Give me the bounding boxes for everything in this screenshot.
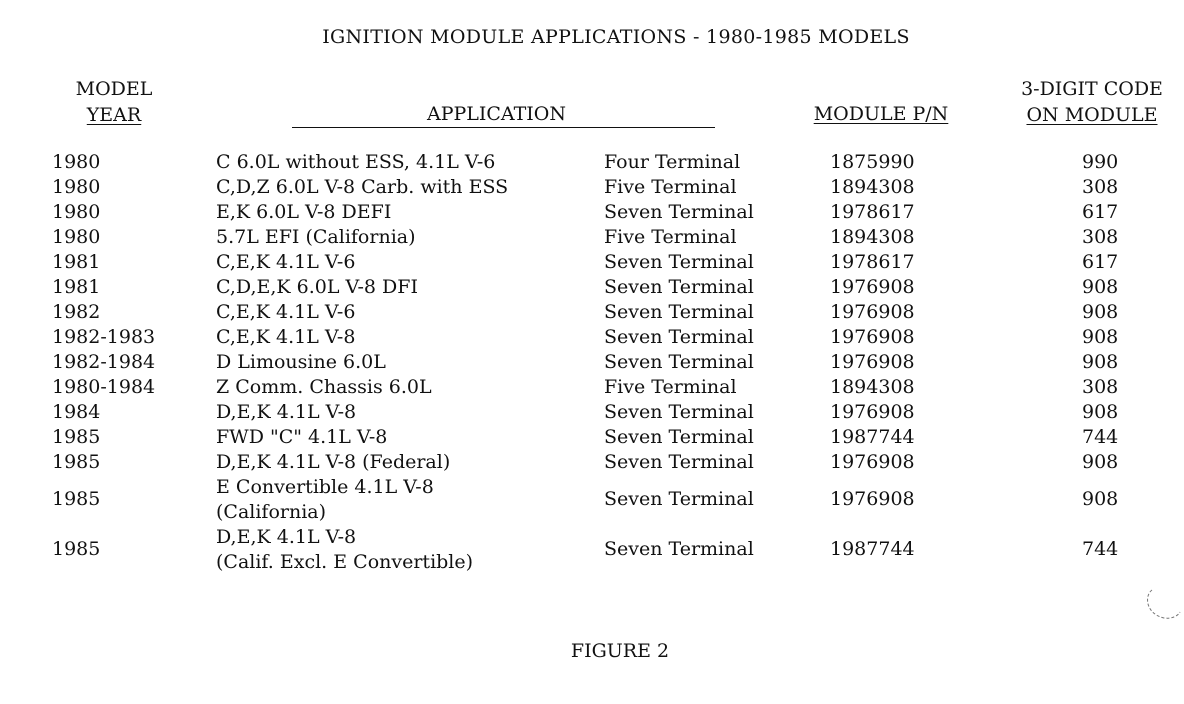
code-cell: 990 [1082,151,1119,173]
module-pn-cell: 1987744 [830,538,915,560]
table-row [0,475,1184,525]
terminal-type-cell: Five Terminal [604,226,737,248]
application-line: D,E,K 4.1L V-8 [216,526,357,548]
table-row [0,450,1184,475]
table-row [0,375,1184,400]
header-model-label: MODEL [75,78,153,100]
table-row [0,200,1184,225]
module-pn-cell: 1987744 [830,426,915,448]
module-pn-cell: 1976908 [830,326,915,348]
module-pn-cell: 1976908 [830,451,915,473]
header-3digit-code [1003,76,1181,128]
model-year-cell: 1985 [52,451,101,473]
module-pn-cell: 1894308 [830,376,915,398]
model-year-cell: 1981 [52,276,101,298]
model-year-cell: 1980 [52,176,101,198]
table-row [0,350,1184,375]
terminal-type-cell: Seven Terminal [604,301,754,323]
module-pn-cell: 1976908 [830,401,915,423]
code-cell: 908 [1082,351,1119,373]
terminal-type-cell: Seven Terminal [604,326,754,348]
model-year-cell: 1982-1984 [52,351,156,373]
application-line: C,D,E,K 6.0L V-8 DFI [216,276,418,298]
figure-caption: FIGURE 2 [570,640,670,662]
module-pn-cell: 1894308 [830,226,915,248]
code-cell: 744 [1082,426,1119,448]
application-line: C,E,K 4.1L V-6 [216,301,356,323]
model-year-cell: 1982-1983 [52,326,156,348]
model-year-cell: 1980 [52,151,101,173]
application-cell [216,225,416,250]
code-cell: 908 [1082,326,1119,348]
code-cell: 744 [1082,538,1119,560]
module-pn-cell: 1976908 [830,301,915,323]
table-row [0,225,1184,250]
table-row [0,400,1184,425]
terminal-type-cell: Seven Terminal [604,251,754,273]
application-cell [216,275,418,300]
application-line: C 6.0L without ESS, 4.1L V-6 [216,151,496,173]
application-line: E,K 6.0L V-8 DEFI [216,201,392,223]
applications-table [0,150,1184,575]
application-cell [216,525,473,575]
code-cell: 908 [1082,301,1119,323]
code-cell: 617 [1082,201,1119,223]
terminal-type-cell: Seven Terminal [604,351,754,373]
application-line: D Limousine 6.0L [216,351,386,373]
table-row [0,250,1184,275]
code-cell: 308 [1082,226,1119,248]
application-cell [216,350,386,375]
application-line: C,E,K 4.1L V-6 [216,251,356,273]
application-line: Z Comm. Chassis 6.0L [216,376,432,398]
model-year-cell: 1985 [52,488,101,510]
code-cell: 908 [1082,488,1119,510]
header-model-year [60,76,168,128]
model-year-cell: 1982 [52,301,101,323]
table-row [0,300,1184,325]
application-line: 5.7L EFI (California) [216,226,416,248]
code-cell: 308 [1082,376,1119,398]
scan-artifact-mark [1142,586,1182,626]
application-cell [216,325,355,350]
module-pn-cell: 1978617 [830,251,915,273]
model-year-cell: 1981 [52,251,101,273]
module-pn-cell: 1976908 [830,351,915,373]
table-row [0,175,1184,200]
code-cell: 908 [1082,276,1119,298]
terminal-type-cell: Seven Terminal [604,276,754,298]
header-application: APPLICATION [426,103,566,125]
application-cell [216,400,356,425]
header-module-pn: MODULE P/N [813,103,949,125]
table-row [0,275,1184,300]
module-pn-cell: 1875990 [830,151,915,173]
model-year-cell: 1984 [52,401,101,423]
application-cell [216,250,355,275]
code-cell: 908 [1082,401,1119,423]
application-line: FWD "C" 4.1L V-8 [216,426,388,448]
application-line: D,E,K 4.1L V-8 (Federal) [216,451,451,473]
application-cell [216,300,355,325]
model-year-cell: 1980-1984 [52,376,156,398]
application-line-2: (California) [216,501,327,523]
table-row [0,150,1184,175]
model-year-cell: 1980 [52,201,101,223]
module-pn-cell: 1976908 [830,276,915,298]
application-line: D,E,K 4.1L V-8 [216,401,357,423]
module-pn-cell: 1894308 [830,176,915,198]
table-row [0,325,1184,350]
model-year-cell: 1985 [52,426,101,448]
terminal-type-cell: Seven Terminal [604,426,754,448]
module-pn-cell: 1976908 [830,488,915,510]
terminal-type-cell: Seven Terminal [604,401,754,423]
application-cell [216,450,450,475]
header-code-label: 3-DIGIT CODE [1021,78,1163,100]
application-cell [216,375,432,400]
module-pn-cell: 1978617 [830,201,915,223]
application-cell [216,200,391,225]
header-year-label: YEAR [86,104,142,126]
application-line: E Convertible 4.1L V-8 [216,476,434,498]
terminal-type-cell: Seven Terminal [604,488,754,510]
application-cell [216,425,387,450]
table-row [0,525,1184,575]
page-title: IGNITION MODULE APPLICATIONS - 1980-1985 MODELS [322,26,910,48]
terminal-type-cell: Seven Terminal [604,201,754,223]
application-cell [216,475,434,525]
application-line: C,E,K 4.1L V-8 [216,326,356,348]
code-cell: 908 [1082,451,1119,473]
application-cell [216,150,495,175]
terminal-type-cell: Seven Terminal [604,538,754,560]
terminal-type-cell: Seven Terminal [604,451,754,473]
application-cell [216,175,508,200]
terminal-type-cell: Four Terminal [604,151,741,173]
application-underline [292,127,715,128]
terminal-type-cell: Five Terminal [604,176,737,198]
application-line-2: (Calif. Excl. E Convertible) [216,551,474,573]
application-line: C,D,Z 6.0L V-8 Carb. with ESS [216,176,509,198]
code-cell: 308 [1082,176,1119,198]
header-on-module-label: ON MODULE [1026,104,1158,126]
model-year-cell: 1980 [52,226,101,248]
terminal-type-cell: Five Terminal [604,376,737,398]
code-cell: 617 [1082,251,1119,273]
model-year-cell: 1985 [52,538,101,560]
table-row [0,425,1184,450]
